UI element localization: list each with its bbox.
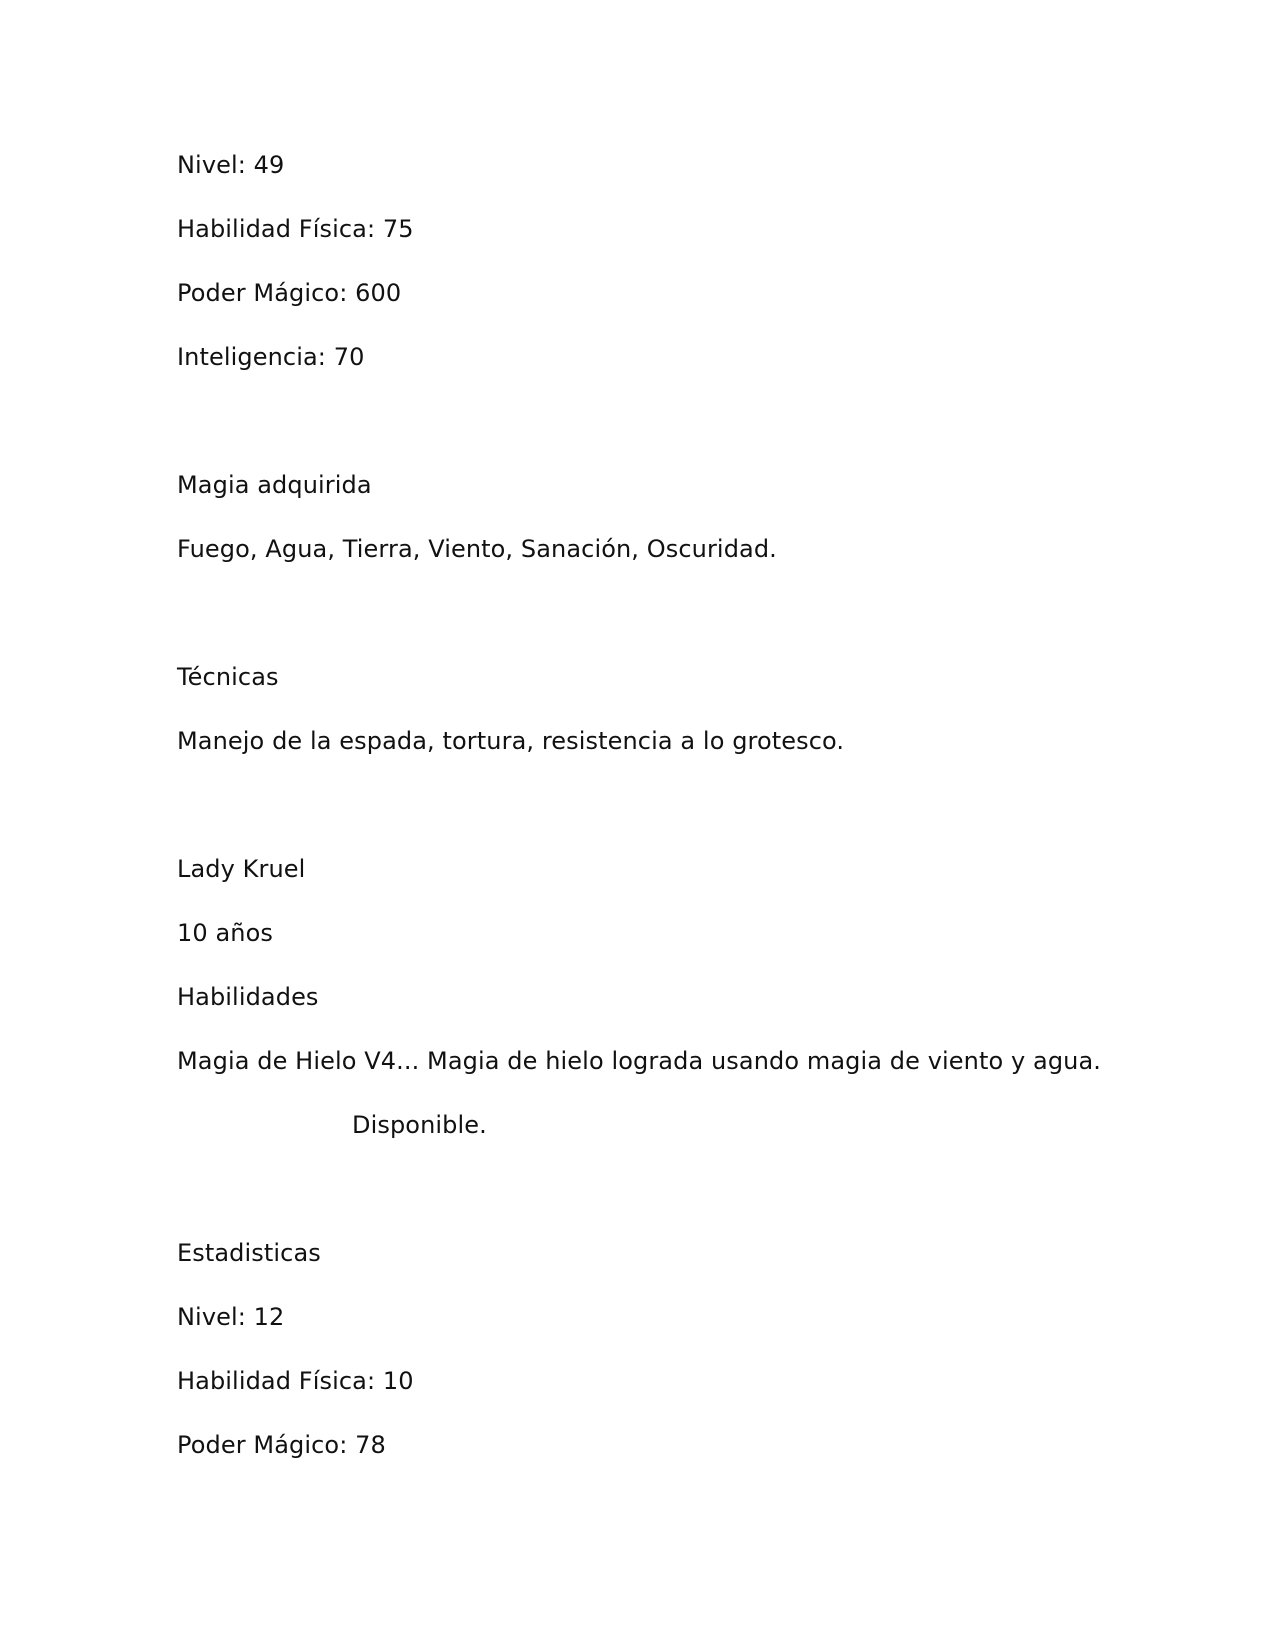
stat-nivel-line: Nivel: 49 bbox=[177, 151, 285, 179]
section-heading-tecnicas: Técnicas bbox=[177, 663, 279, 691]
tecnicas-list-line: Manejo de la espada, tortura, resistencia a lo grotesco. bbox=[177, 727, 845, 755]
character-name: Lady Kruel bbox=[177, 855, 306, 883]
stat-habilidad-fisica-line: Habilidad Física: 75 bbox=[177, 215, 414, 243]
section-heading-magia: Magia adquirida bbox=[177, 471, 372, 499]
stat-habilidad-fisica-line-2: Habilidad Física: 10 bbox=[177, 1367, 414, 1395]
section-heading-estadisticas: Estadisticas bbox=[177, 1239, 321, 1267]
stat-poder-magico-line-2: Poder Mágico: 78 bbox=[177, 1431, 386, 1459]
magia-list-line: Fuego, Agua, Tierra, Viento, Sanación, Oscuridad. bbox=[177, 535, 777, 563]
habilidad-description-line: Magia de Hielo V4... Magia de hielo lograda usando magia de viento y agua. bbox=[177, 1047, 1102, 1075]
stat-inteligencia-line: Inteligencia: 70 bbox=[177, 343, 365, 371]
section-heading-habilidades: Habilidades bbox=[177, 983, 319, 1011]
habilidad-status-line: Disponible. bbox=[352, 1111, 487, 1139]
character-age: 10 años bbox=[177, 919, 273, 947]
stat-poder-magico-line: Poder Mágico: 600 bbox=[177, 279, 402, 307]
stat-nivel-line-2: Nivel: 12 bbox=[177, 1303, 285, 1331]
